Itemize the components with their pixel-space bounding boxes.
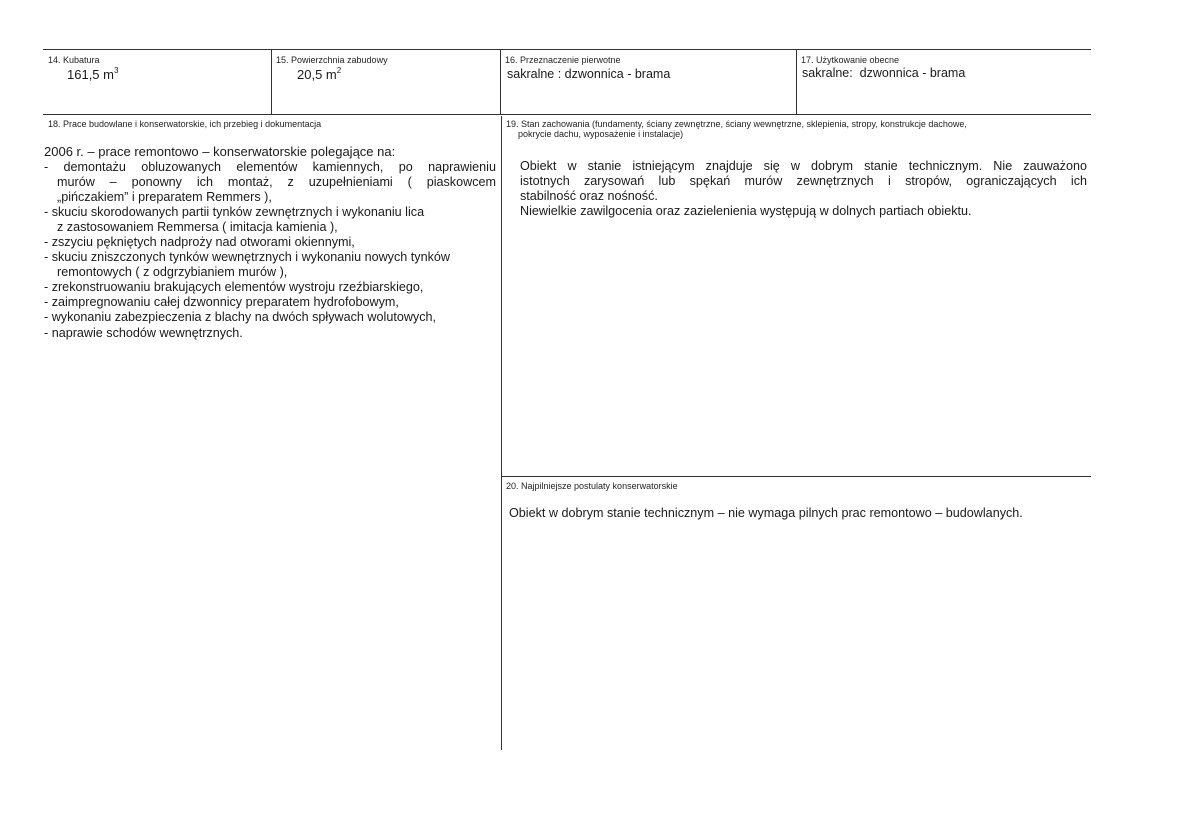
uzytkowanie-value: sakralne: dzwonnica - brama — [802, 66, 966, 80]
prace-text — [44, 144, 496, 341]
kubatura-value — [67, 67, 118, 82]
stan-line: Obiekt w stanie istniejącym znajduje się w dobrym stanie technicznym. Nie zauważono — [520, 159, 1087, 173]
przeznaczenie-value: sakralne : dzwonnica - brama — [507, 67, 671, 81]
prace-line: - naprawie schodów wewnętrznych. — [44, 325, 243, 340]
stan-line: stabilność oraz nośność. — [520, 189, 658, 204]
prace-line: - wykonaniu zabezpieczenia z blachy na dwóch spływach wolutowych, — [44, 310, 437, 325]
postulaty-text: Obiekt w dobrym stanie technicznym – nie wymaga pilnych prac remontowo – budowlanych. — [509, 506, 1023, 520]
powierzchnia-unit-exponent: 2 — [336, 66, 342, 75]
prace-line: „pińczakiem” i preparatem Remmers ), — [57, 189, 272, 204]
prace-label: 18. Prace budowlane i konserwatorskie, ich przebieg i dokumentacja — [48, 119, 322, 129]
powierzchnia-value — [297, 67, 341, 82]
prace-line: z zastosowaniem Remmersa ( imitacja kamienia ), — [57, 219, 338, 234]
przeznaczenie-label: 16. Przeznaczenie pierwotne — [505, 55, 621, 65]
stan-label-line2: pokrycie dachu, wyposażenie i instalacje) — [518, 129, 684, 139]
prace-line: - skuciu zniszczonych tynków wewnętrznych i wykonaniu nowych tynków — [44, 250, 450, 265]
prace-line: - zrekonstruowaniu brakujących elementów wystroju rzeźbiarskiego, — [44, 280, 424, 295]
divider-col-16-17 — [796, 50, 797, 114]
kubatura-value-text: 161,5 m — [67, 67, 114, 82]
stan-label-line1: 19. Stan zachowania (fundamenty, ściany zewnętrzne, ściany wewnętrzne, sklepienia, stropy, konstrukcje dachowe, — [506, 119, 967, 129]
top-row-top-border — [43, 49, 1091, 50]
divider-col-15-16 — [500, 50, 501, 114]
uzytkowanie-label: 17. Użytkowanie obecne — [801, 55, 900, 65]
prace-line: - skuciu skorodowanych partii tynków zewnętrznych i wykonaniu lica — [44, 204, 425, 219]
powierzchnia-label: 15. Powierzchnia zabudowy — [276, 55, 388, 65]
divider-section-19-20 — [501, 476, 1091, 477]
stan-line: istotnych zarysowań lub spękań murów zewnętrznych i stropów, ograniczających ich — [520, 174, 1087, 189]
kubatura-unit-exponent: 3 — [113, 66, 119, 75]
divider-main-vertical — [501, 116, 502, 750]
prace-line: - zaimpregnowaniu całej dzwonnicy preparatem hydrofobowym, — [44, 295, 399, 310]
prace-line: 2006 r. – prace remontowo – konserwatorskie polegające na: — [44, 144, 396, 159]
prace-line: murów – ponowny ich montaż, z uzupełnieniami ( piaskowcem — [57, 174, 496, 189]
kubatura-label: 14. Kubatura — [48, 55, 100, 65]
stan-text — [520, 159, 1087, 219]
postulaty-label: 20. Najpilniejsze postulaty konserwatorskie — [506, 481, 678, 491]
divider-col-14-15 — [271, 50, 272, 114]
stan-line: Niewielkie zawilgocenia oraz zazielenienia występują w dolnych partiach obiektu. — [520, 204, 972, 219]
prace-line: - zszyciu pękniętych nadproży nad otworami okiennymi, — [44, 234, 355, 249]
powierzchnia-value-text: 20,5 m — [297, 67, 337, 82]
prace-line: remontowych ( z odgrzybianiem murów ), — [57, 265, 288, 280]
top-row-bottom-border — [43, 114, 1091, 115]
prace-line: - demontażu obluzowanych elementów kamiennych, po naprawieniu — [44, 159, 496, 174]
